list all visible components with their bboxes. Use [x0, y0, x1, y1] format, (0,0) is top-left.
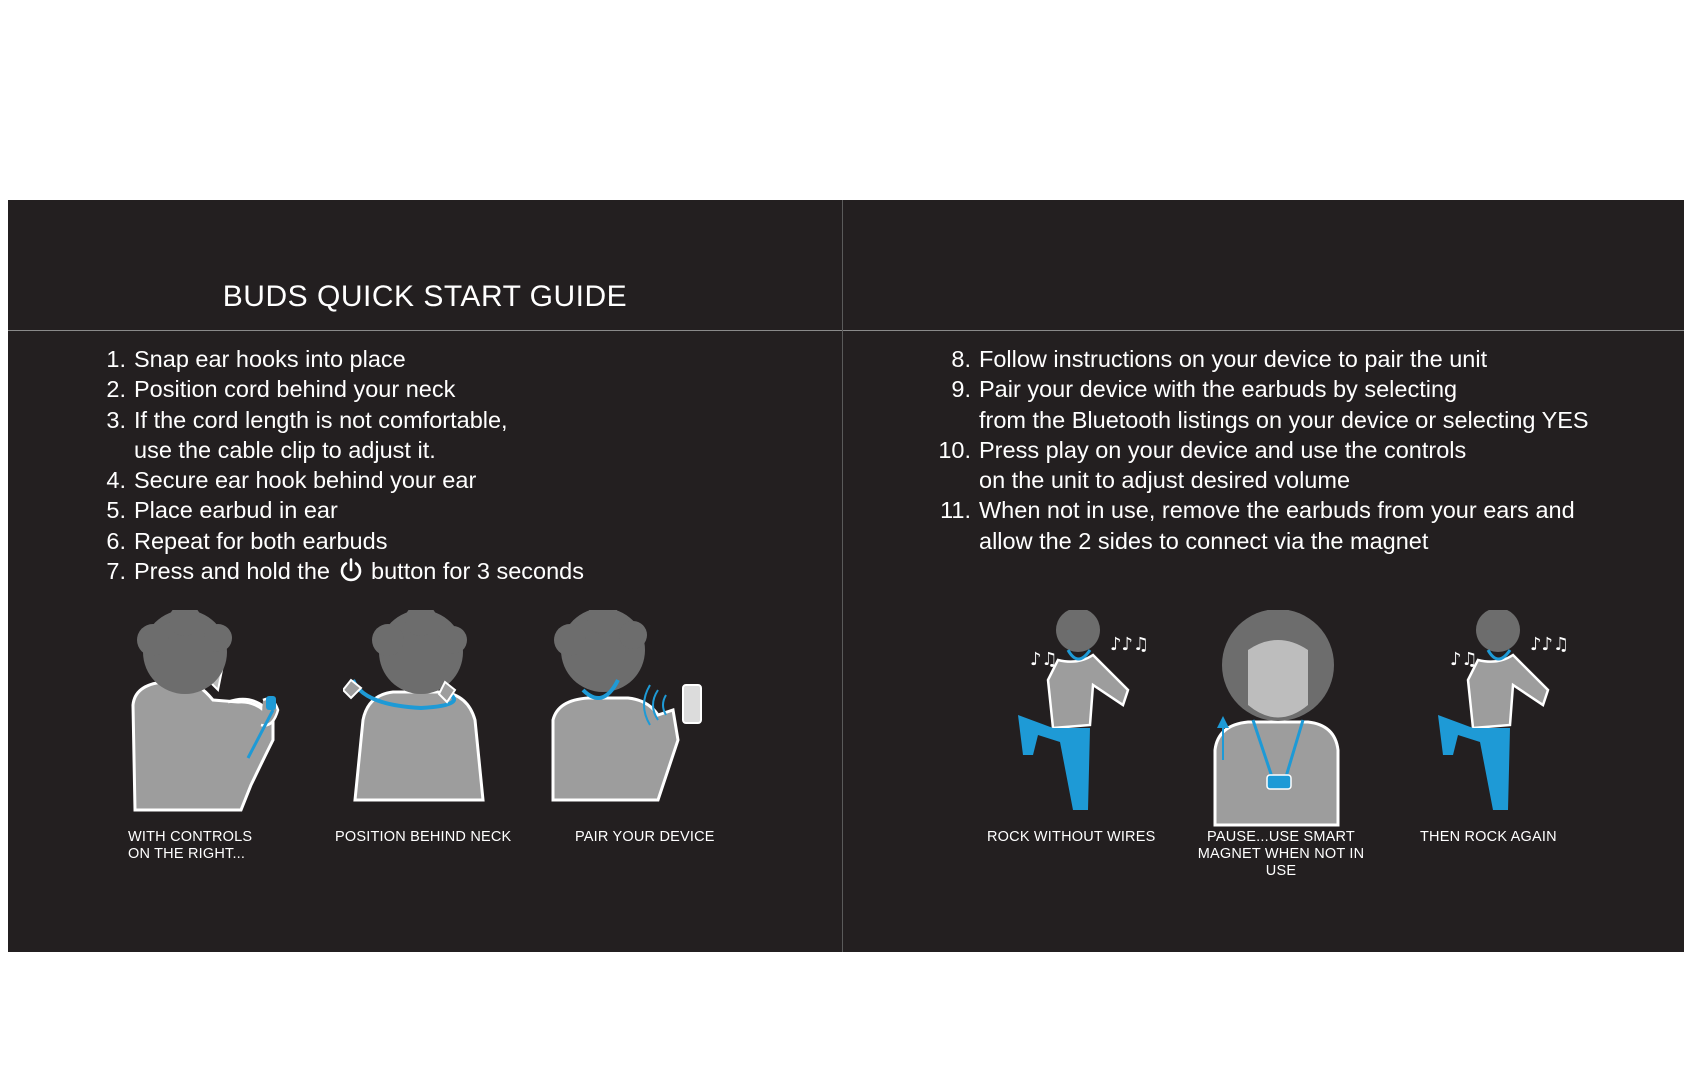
caption-pair: PAIR YOUR DEVICE [575, 829, 715, 845]
step-item: 4. Secure ear hook behind your ear [106, 467, 477, 494]
caption-rock: ROCK WITHOUT WIRES [987, 829, 1156, 845]
rock-illustration [998, 610, 1168, 830]
step-item-continued: from the Bluetooth listings on your device or selecting YES [979, 406, 1589, 433]
controls-illustration [123, 610, 303, 820]
pair-illustration [548, 610, 748, 810]
steps-list-right [933, 344, 1673, 556]
step-item: 6. Repeat for both earbuds [106, 527, 388, 554]
step-item: 5. Place earbud in ear [106, 497, 338, 524]
rock-again-illustration [1418, 610, 1588, 830]
guide-sheet [8, 200, 1684, 952]
neck-illustration [343, 610, 503, 810]
step-item-continued: allow the 2 sides to connect via the magnet [979, 527, 1429, 554]
step-item: 3. If the cord length is not comfortable, [106, 406, 508, 433]
step-item: 1. Snap ear hooks into place [106, 346, 406, 372]
page-fold-divider [842, 200, 843, 952]
music-note-icon: ♪♫ [1450, 649, 1478, 670]
steps-list-left [90, 344, 810, 586]
music-note-icon: ♪♪♫ [1110, 634, 1150, 655]
step-item-continued: use the cable clip to adjust it. [134, 436, 436, 463]
caption-neck: POSITION BEHIND NECK [335, 829, 512, 845]
caption-controls: WITH CONTROLS ON THE RIGHT... [128, 829, 253, 862]
step-item: 10. Press play on your device and use the controls [938, 436, 1467, 463]
caption-pause: PAUSE...USE SMART MAGNET WHEN NOT IN USE [1197, 829, 1365, 879]
step-item: 2. Position cord behind your neck [106, 376, 456, 403]
power-icon [339, 558, 363, 582]
step-item: 11. When not in use, remove the earbuds from your ears and [940, 497, 1575, 524]
step-item-continued: on the unit to adjust desired volume [979, 467, 1351, 494]
guide-title: BUDS QUICK START GUIDE [222, 280, 628, 313]
magnet-illustration [1203, 610, 1353, 830]
step-item-power: 7. Press and hold the button for 3 seconds [106, 558, 584, 585]
step-item: 9. Pair your device with the earbuds by selecting [951, 376, 1458, 403]
step-item: 8. Follow instructions on your device to pair the unit [951, 346, 1488, 372]
header-divider [8, 330, 1684, 331]
music-note-icon: ♪♪♫ [1530, 634, 1570, 655]
caption-again: THEN ROCK AGAIN [1420, 829, 1557, 845]
music-note-icon: ♪♫ [1030, 649, 1058, 670]
